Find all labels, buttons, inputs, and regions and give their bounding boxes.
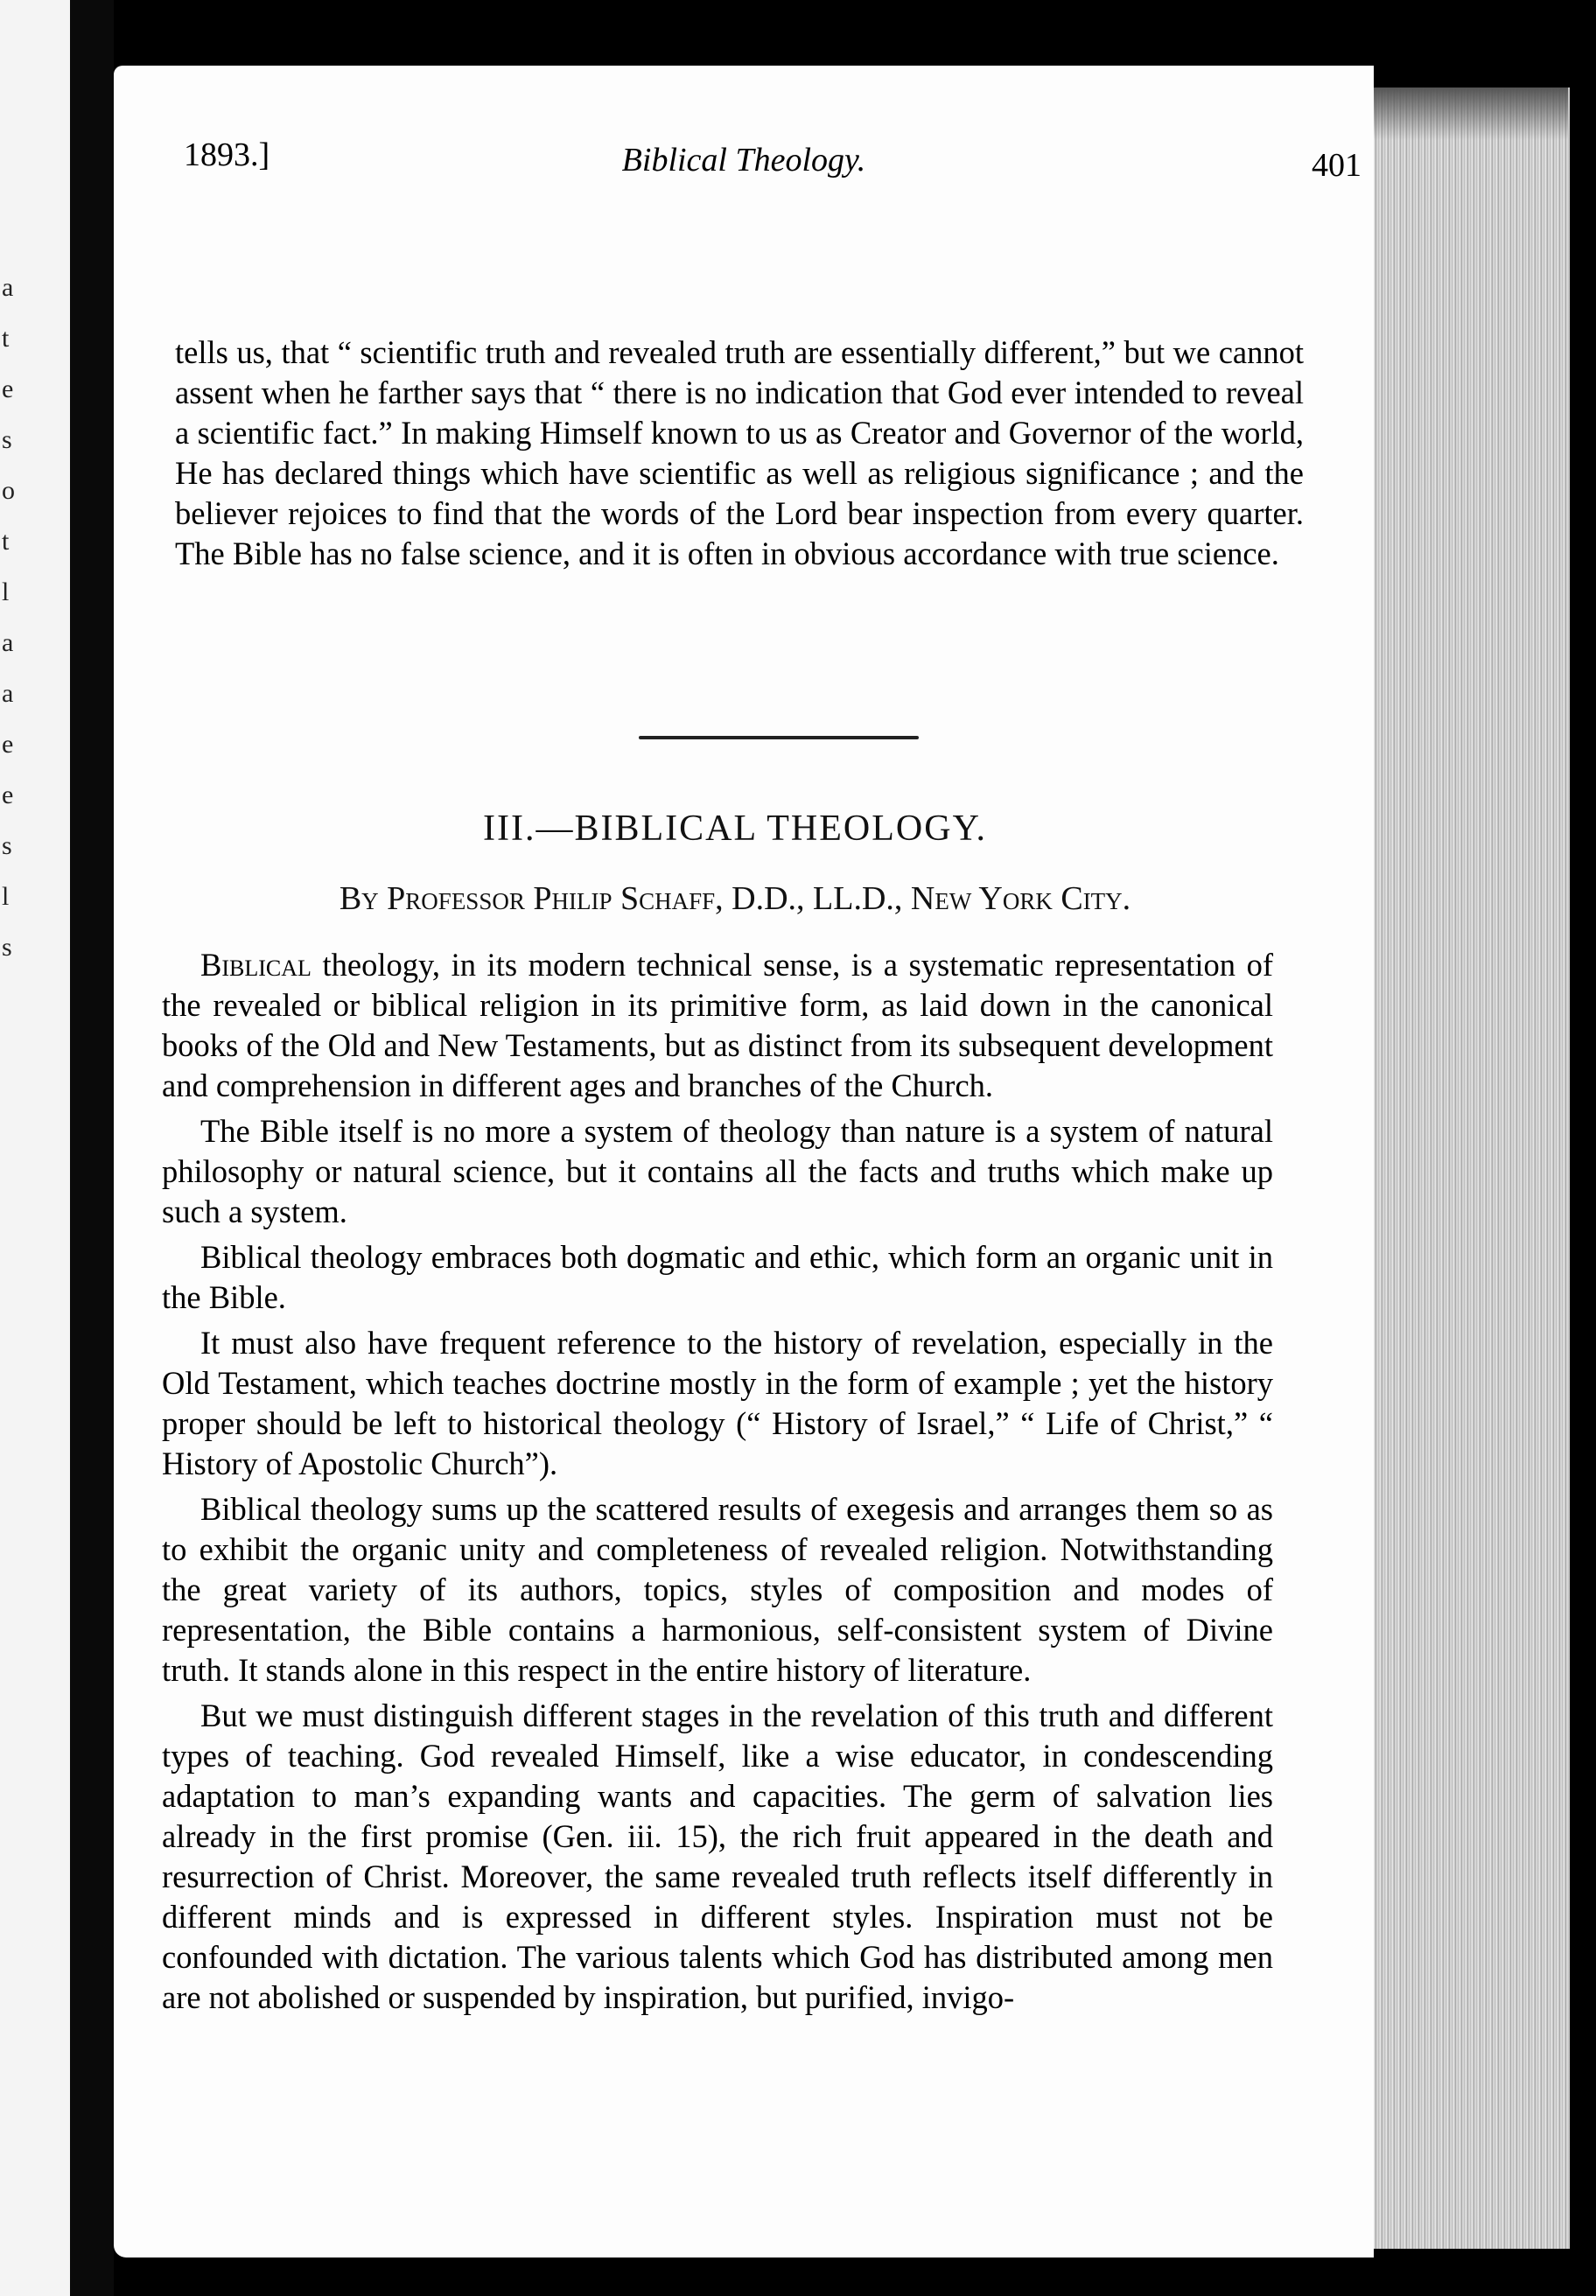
body-paragraph xyxy=(162,1489,1273,1690)
book-gutter xyxy=(70,0,114,2296)
section-divider-rule xyxy=(639,736,919,739)
paragraph-lead-word: Biblical xyxy=(200,947,312,983)
paragraph-text: Biblical theology sums up the scattered results of exegesis and arranges them so as to exhibit the organic unity and completeness of revealed religion. Notwithstanding the great variety of its authors, topics, styles of composition and modes of representation, the Bible contains a harmonious, self-consistent system of Divine truth. It stands alone in this respect in the entire history of literature. xyxy=(162,1491,1273,1688)
running-head xyxy=(114,66,1374,184)
article-body xyxy=(162,945,1273,2023)
left-letter: a xyxy=(2,628,14,657)
paragraph-text: It must also have frequent reference to the history of revelation, especially in the Old Testament, which teaches doctrine mostly in the form of example ; yet the history proper should be left to historical theology (“ History of Israel,” “ Life of Christ,” “ History of Apostolic Church”). xyxy=(162,1325,1273,1481)
left-page-letters xyxy=(2,262,16,973)
running-head-year: 1893.] xyxy=(184,136,270,173)
left-letter: l xyxy=(2,578,10,606)
left-page-edge xyxy=(0,0,70,2296)
body-paragraph xyxy=(162,1696,1273,2018)
left-letter: e xyxy=(2,374,14,403)
left-letter: s xyxy=(2,933,12,962)
left-letter: t xyxy=(2,324,10,353)
paragraph-text: But we must distinguish different stages in the revelation of this truth and different types of teaching. God revealed Himself, like a wise educator, in condescending adaptation to man’s expanding wants and capacities. The germ of salvation lies already in the first promise (Gen. iii. 15), the rich fruit appeared in the death and resurrection of Christ. Moreover, the same revealed truth reflects itself differently in different minds and is expressed in different styles. Inspiration must not be confounded with dictation. The various talents which God has distributed among men are not abolished or suspended by inspiration, but purified, invigo- xyxy=(162,1698,1273,2015)
page-number: 401 xyxy=(1312,147,1362,184)
running-head-title: Biblical Theology. xyxy=(621,142,866,178)
left-letter: e xyxy=(2,730,14,759)
paragraph-text: Biblical theology embraces both dogmatic and ethic, which form an organic unit in the Bible. xyxy=(162,1239,1273,1315)
author-byline: By Professor Philip Schaff, D.D., LL.D., New York City. xyxy=(339,880,1131,917)
left-letter: e xyxy=(2,780,14,809)
body-paragraph xyxy=(162,945,1273,1106)
section-title: III.—BIBLICAL THEOLOGY. xyxy=(482,808,987,849)
body-paragraph xyxy=(162,1237,1273,1318)
body-paragraph xyxy=(162,1111,1273,1232)
paragraph-text: The Bible itself is no more a system of theology than nature is a system of natural philosophy or natural science, but it contains all the facts and truths which make up such a system. xyxy=(162,1113,1273,1229)
page-stack-shadow xyxy=(1365,88,1568,140)
left-letter: s xyxy=(2,831,12,860)
left-letter: l xyxy=(2,882,10,911)
body-paragraph xyxy=(162,1323,1273,1484)
left-letter: a xyxy=(2,679,14,708)
left-letter: t xyxy=(2,527,10,556)
book-page xyxy=(114,66,1374,2258)
left-letter: o xyxy=(2,476,15,505)
continued-paragraph: tells us, that “ scientific truth and revealed truth are essentially different,” but we cannot assent when he farther says that “ there is no indication that God ever intended to reveal a scientific fact.” In making Himself known to us as Creator and Governor of the world, He has declared things which have scientific as well as religious significance ; and the believer rejoices to find that the words of the Lord bear inspection from every quarter. The Bible has no false science, and it is often in obvious accordance with true science. xyxy=(175,334,1304,571)
paragraph-text: theology, in its modern technical sense, is a systematic representation of the revealed or biblical religion in its primitive form, as laid down in the canonical books of the Old and New Testaments, but as distinct from its subsequent development and comprehension in different ages and branches of the Church. xyxy=(162,947,1274,1103)
left-letter: a xyxy=(2,273,14,302)
page-stack-edges xyxy=(1365,88,1570,2249)
left-letter: s xyxy=(2,425,12,454)
